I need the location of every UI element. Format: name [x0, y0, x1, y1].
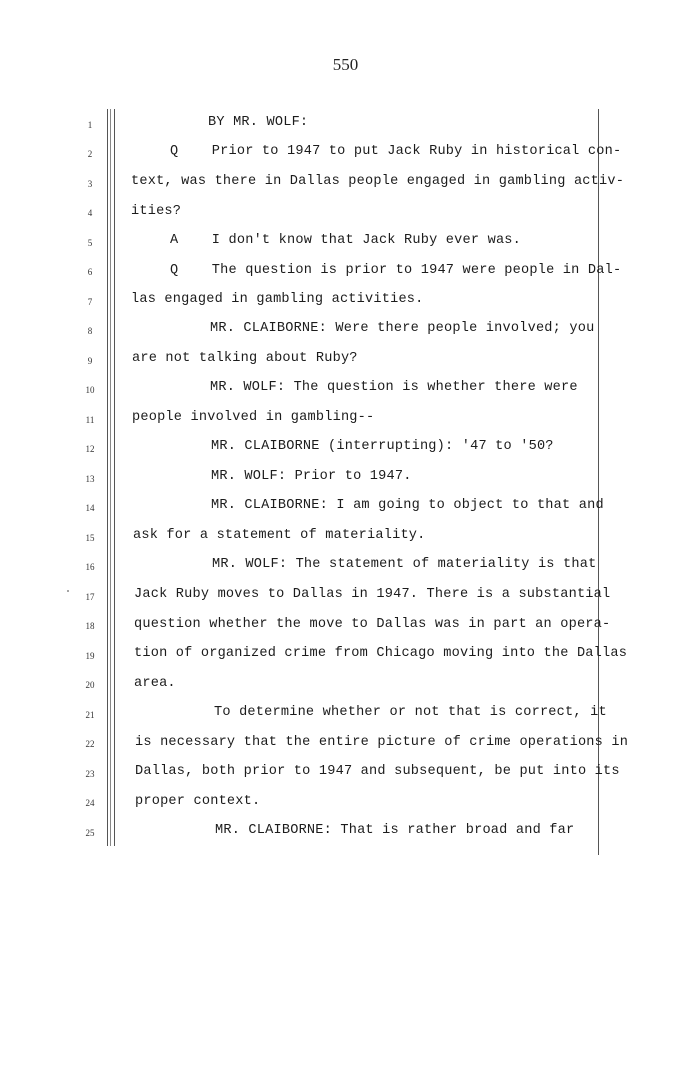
transcript-line: is necessary that the entire picture of crime operations in: [135, 735, 629, 750]
line-number: 5: [87, 238, 93, 248]
transcript-line: Q The question is prior to 1947 were people in Dal-: [170, 263, 622, 278]
transcript-line: are not talking about Ruby?: [132, 351, 358, 366]
transcript-line: proper context.: [135, 794, 261, 809]
left-margin-rule: [107, 109, 108, 846]
line-number: 17: [85, 592, 95, 602]
transcript-line: ities?: [131, 204, 182, 219]
transcript-line: A I don't know that Jack Ruby ever was.: [170, 233, 522, 248]
transcript-line: text, was there in Dallas people engaged in gambling activ-: [131, 174, 625, 189]
transcript-line: MR. WOLF: The question is whether there were: [210, 380, 578, 395]
line-number: 21: [85, 710, 95, 720]
line-number: 9: [87, 356, 93, 366]
transcript-line: Jack Ruby moves to Dallas in 1947. There is a substantial: [134, 587, 611, 602]
transcript-line: To determine whether or not that is correct, it: [214, 705, 607, 720]
left-margin-rule-double: [114, 109, 115, 846]
line-number: 15: [85, 533, 95, 543]
line-number: 1: [87, 120, 93, 130]
transcript-line: Dallas, both prior to 1947 and subsequent, be put into its: [135, 764, 620, 779]
line-number: 11: [85, 415, 95, 425]
transcript-line: las engaged in gambling activities.: [131, 292, 424, 307]
line-number: 3: [87, 179, 93, 189]
transcript-line: MR. WOLF: The statement of materiality is that: [212, 557, 597, 572]
transcript-line: Q Prior to 1947 to put Jack Ruby in historical con-: [170, 144, 622, 159]
line-number: 6: [87, 267, 93, 277]
line-number: 13: [85, 474, 95, 484]
line-number: 12: [85, 444, 95, 454]
line-number: 8: [87, 326, 93, 336]
line-number: 19: [85, 651, 95, 661]
transcript-line: MR. WOLF: Prior to 1947.: [211, 469, 412, 484]
transcript-line: question whether the move to Dallas was in part an opera-: [134, 617, 611, 632]
transcript-line: MR. CLAIBORNE: Were there people involved; you: [210, 321, 595, 336]
transcript-line: ask for a statement of materiality.: [133, 528, 426, 543]
line-number: 4: [87, 208, 93, 218]
line-number: 14: [85, 503, 95, 513]
line-number: 25: [85, 828, 95, 838]
line-number: 20: [85, 680, 95, 690]
transcript-line: people involved in gambling--: [132, 410, 375, 425]
transcript-line: MR. CLAIBORNE: I am going to object to that and: [211, 498, 604, 513]
transcript-line: BY MR. WOLF:: [208, 115, 309, 130]
line-number: 10: [85, 385, 95, 395]
line-number: 22: [85, 739, 95, 749]
line-number: 16: [85, 562, 95, 572]
transcript-line: MR. CLAIBORNE: That is rather broad and far: [215, 823, 575, 838]
line-number: 18: [85, 621, 95, 631]
scan-speck: [67, 590, 69, 592]
line-number: 7: [87, 297, 93, 307]
transcript-line: area.: [134, 676, 176, 691]
page-number: 550: [332, 55, 359, 74]
transcript-line: tion of organized crime from Chicago moving into the Dallas: [134, 646, 628, 661]
line-number: 23: [85, 769, 95, 779]
line-number: 24: [85, 798, 95, 808]
line-number: 2: [87, 149, 93, 159]
transcript-line: MR. CLAIBORNE (interrupting): '47 to '50?: [211, 439, 554, 454]
left-margin-rule-inner: [110, 109, 111, 846]
